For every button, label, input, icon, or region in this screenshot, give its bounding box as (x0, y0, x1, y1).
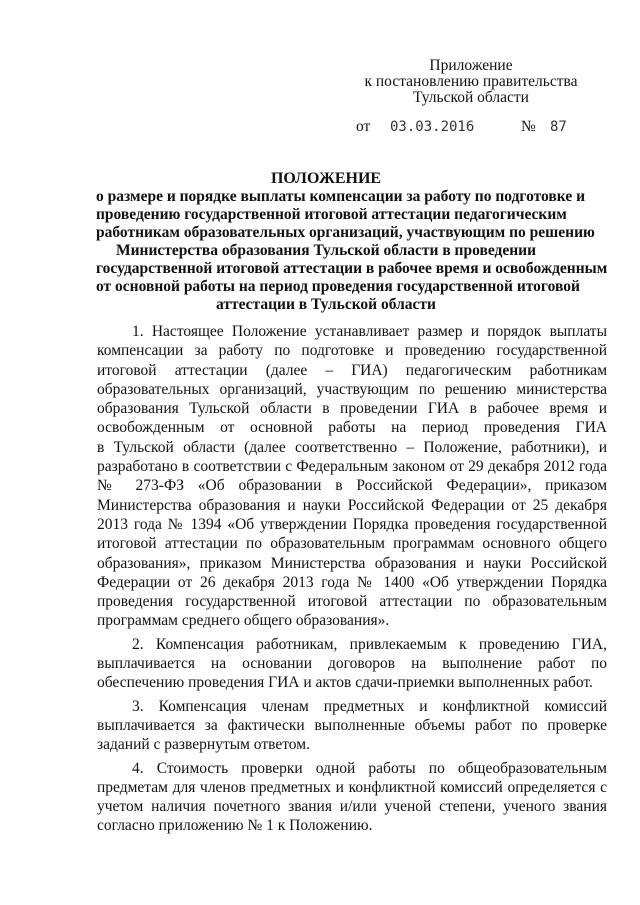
appendix-line: Приложение (429, 57, 513, 74)
number-label: № (521, 118, 536, 135)
paragraph-line: компенсации за работу по подготовке и проведению государственной (97, 342, 607, 360)
appendix-line: к постановлению правительства (364, 73, 578, 90)
paragraph-line: программам среднего общего образования». (97, 612, 390, 630)
title-subtitle (96, 188, 608, 314)
title-subtitle-line: проведению государственной итоговой аттестации педагогическим (96, 206, 567, 223)
from-label: от (356, 118, 371, 135)
title-heading: ПОЛОЖЕНИЕ (270, 170, 382, 187)
title-subtitle-line: аттестации в Тульской области (216, 296, 436, 313)
paragraph-line: образования», приказом Министерства образования и науки Российской (97, 554, 607, 572)
paragraph-line: 2013 года № 1394 «Об утверждении Порядка проведения государственной (97, 515, 607, 533)
paragraph-line: Федерации от 26 декабря 2013 года № 1400 «Об утверждении Порядка (97, 573, 607, 591)
paragraph-line: итоговой аттестации (далее – ГИА) педагогическим работникам (97, 361, 607, 379)
paragraph (97, 322, 607, 631)
title-subtitle-line: от основной работы на период проведения государственной итоговой (96, 278, 580, 295)
paragraph-line: проведения государственной итоговой аттестации по образовательным (97, 593, 607, 611)
resolution-number: 87 (550, 119, 567, 135)
paragraph-line: 1. Настоящее Положение устанавливает размер и порядок выплаты (132, 323, 607, 340)
paragraph (97, 759, 607, 836)
paragraph-line: освобожденным от основной работы на период проведения ГИА (97, 419, 607, 437)
paragraph-line: образовательных организаций, участвующим по решению министерства (97, 380, 607, 398)
resolution-date: 03.03.2016 (390, 119, 475, 135)
paragraph-line: разработано в соответствии с Федеральным законом от 29 декабря 2012 года (97, 458, 607, 476)
paragraph-line: 3. Компенсация членам предметных и конфликтной комиссий (132, 697, 607, 715)
paragraph-line: 2. Компенсация работникам, привлекаемым к проведению ГИА, (132, 635, 607, 653)
paragraph-line: согласно приложению № 1 к Положению. (97, 817, 373, 835)
title-subtitle-line: Министерства образования Тульской области в проведении (115, 242, 537, 259)
appendix-line: Тульской области (413, 89, 529, 106)
title-subtitle-line: о размере и порядке выплаты компенсации за работу по подготовке и (96, 188, 586, 205)
paragraph-line: № 273-ФЗ «Об образовании в Российской Федерации», приказом (97, 477, 607, 495)
paragraph-line: предметам для членов предметных и конфликтной комиссий определяется с (97, 778, 607, 796)
paragraph (97, 635, 607, 693)
paragraph-line: образования Тульской области в проведении ГИА в рабочее время и (97, 400, 607, 418)
date-number-line (356, 118, 596, 138)
document-body (97, 322, 607, 840)
document-title (96, 170, 608, 314)
paragraph-line: выплачивается на основании договоров на выполнение работ по (97, 655, 607, 673)
paragraph-line: Министерства образования и науки Российской Федерации от 25 декабря (97, 496, 607, 514)
paragraph-line: итоговой аттестации по образовательным программам основного общего (97, 535, 607, 553)
paragraph (97, 697, 607, 755)
paragraph-line: в Тульской области (далее соответственно – Положение, работники), и (97, 438, 607, 456)
paragraph-line: учетом наличия почетного звания и/или ученой степени, ученого звания (97, 798, 607, 816)
paragraph-line: обеспечению проведения ГИА и актов сдачи-приемки выполненных работ. (97, 674, 593, 692)
paragraph-line: 4. Стоимость проверки одной работы по общеобразовательным (132, 759, 607, 777)
paragraph-line: выплачивается за фактически выполненные объемы работ по проверке (97, 716, 607, 734)
appendix-header (356, 58, 586, 106)
paragraph-line: заданий с развернутым ответом. (97, 736, 310, 754)
title-subtitle-line: работникам образовательных организаций, участвующим по решению (96, 224, 595, 241)
title-subtitle-line: государственной итоговой аттестации в рабочее время и освобожденным (96, 260, 608, 277)
